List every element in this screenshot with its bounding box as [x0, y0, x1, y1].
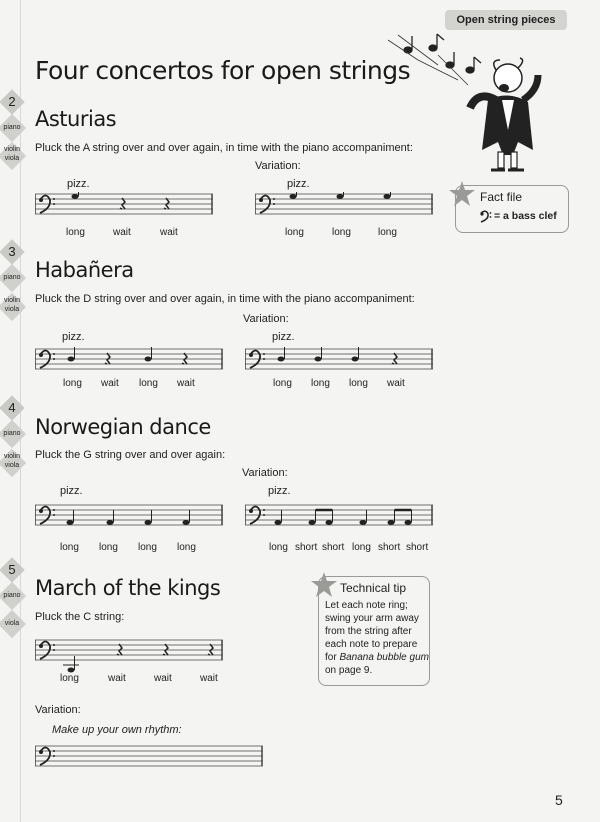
rhythm-word: long [269, 542, 288, 553]
music-staff [35, 347, 225, 375]
variation-label: Variation: [243, 313, 289, 325]
piece-number: 2 [8, 94, 16, 109]
page-number: 5 [555, 792, 563, 808]
technical-tip-text: for [325, 652, 340, 663]
piece-number: 5 [8, 562, 16, 577]
technical-tip-line: from the string after [325, 626, 412, 637]
rhythm-word: wait [200, 673, 218, 684]
make-up-rhythm-instruction: Make up your own rhythm: [52, 724, 182, 736]
technical-tip-line [325, 652, 429, 663]
rhythm-word: wait [101, 378, 119, 389]
rhythm-word: long [63, 378, 82, 389]
music-staff [35, 192, 215, 220]
instrument-label: piano [3, 274, 21, 281]
rhythm-word: long [139, 378, 158, 389]
piece-title: Asturias [35, 107, 117, 131]
technical-tip-line: swing your arm away [325, 613, 419, 624]
rhythm-word: long [60, 542, 79, 553]
rhythm-word: wait [113, 227, 131, 238]
piece-number: 3 [8, 244, 16, 259]
section-header-tab: Open string pieces [445, 10, 567, 30]
piece-instruction: Pluck the C string: [35, 611, 125, 623]
star-icon [448, 180, 476, 208]
rhythm-word: long [99, 542, 118, 553]
rhythm-word: long [352, 542, 371, 553]
rhythm-word: long [273, 378, 292, 389]
instrument-label: violin [4, 146, 20, 153]
piece-title: Norwegian dance [35, 415, 211, 439]
rhythm-word: long [138, 542, 157, 553]
fact-file-text: = a bass clef [494, 210, 557, 222]
rhythm-word: long [285, 227, 304, 238]
instrument-label: violin [4, 453, 20, 460]
piece-title: Habañera [35, 258, 134, 282]
technical-tip-line: each note to prepare [325, 639, 418, 650]
piece-instruction: Pluck the A string over and over again, in time with the piano accompaniment: [35, 142, 413, 154]
instrument-label: violin [4, 297, 20, 304]
rhythm-word: wait [387, 378, 405, 389]
instrument-label: viola [4, 462, 20, 469]
technical-tip-line: Let each note ring; [325, 600, 408, 611]
pizz-marking: pizz. [67, 178, 90, 190]
pizz-marking: pizz. [287, 178, 310, 190]
piece-instruction: Pluck the D string over and over again, in time with the piano accompaniment: [35, 293, 415, 305]
page-title: Four concertos for open strings [35, 56, 411, 85]
pizz-marking: pizz. [60, 485, 83, 497]
technical-tip-line: on page 9. [325, 665, 373, 676]
rhythm-word: long [332, 227, 351, 238]
instrument-label: viola [4, 155, 20, 162]
rhythm-word: long [177, 542, 196, 553]
blank-music-staff [35, 744, 265, 772]
bass-clef-icon [478, 209, 492, 223]
rhythm-word: wait [108, 673, 126, 684]
variation-label: Variation: [35, 704, 81, 716]
instrument-label: piano [3, 592, 21, 599]
rhythm-word: long [349, 378, 368, 389]
rhythm-word: wait [177, 378, 195, 389]
instrument-label: piano [3, 124, 21, 131]
rhythm-word: wait [160, 227, 178, 238]
rhythm-word: short [322, 542, 345, 553]
piece-title: March of the kings [35, 576, 221, 600]
instrument-label: piano [3, 430, 21, 437]
pizz-marking: pizz. [272, 331, 295, 343]
technical-tip-piece-name: Banana bubble gum [339, 652, 429, 663]
music-staff [255, 192, 435, 220]
music-staff [245, 503, 435, 531]
piece-instruction: Pluck the G string over and over again: [35, 449, 226, 461]
rhythm-word: short [406, 542, 429, 553]
rhythm-word: long [311, 378, 330, 389]
technical-tip-title: Technical tip [340, 581, 407, 595]
rhythm-word: short [378, 542, 401, 553]
rhythm-word: short [295, 542, 318, 553]
piece-number: 4 [8, 400, 16, 415]
star-icon [310, 571, 338, 599]
music-staff [35, 638, 225, 674]
instrument-label: viola [4, 620, 20, 627]
rhythm-word: long [60, 673, 79, 684]
pizz-marking: pizz. [268, 485, 291, 497]
rhythm-word: wait [154, 673, 172, 684]
music-staff [245, 347, 435, 375]
variation-label: Variation: [255, 160, 301, 172]
music-staff [35, 503, 225, 531]
variation-label: Variation: [242, 467, 288, 479]
instrument-label: viola [4, 306, 20, 313]
fact-file-title: Fact file [480, 190, 523, 204]
rhythm-word: long [378, 227, 397, 238]
pizz-marking: pizz. [62, 331, 85, 343]
rhythm-word: long [66, 227, 85, 238]
